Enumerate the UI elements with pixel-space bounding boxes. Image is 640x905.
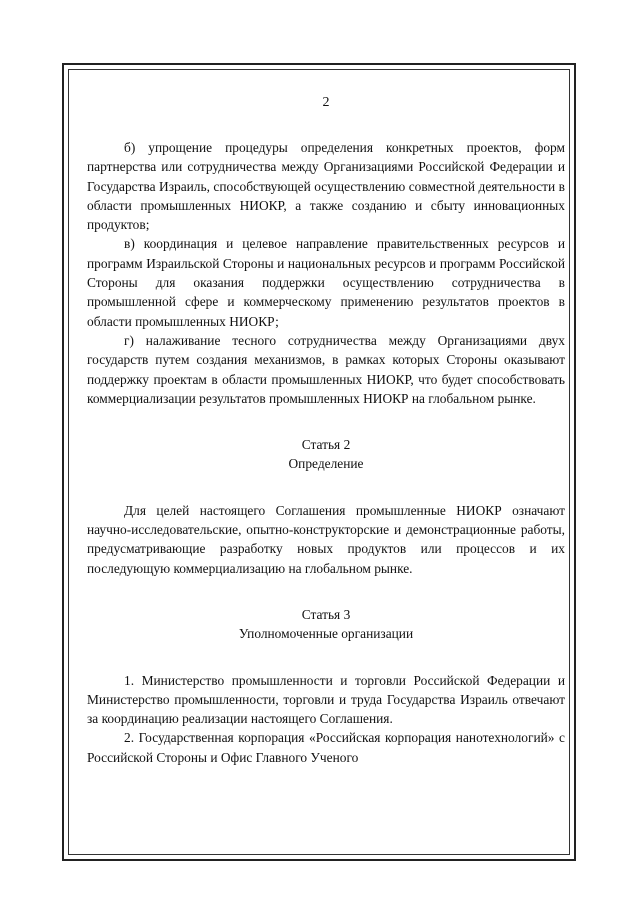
article-2-text: Для целей настоящего Соглашения промышленные НИОКР означают научно-исследовательские, опытно-конструкторские и демонстрационные работы, предусматривающие разработку новых продуктов или процессов и их последующую коммерциализацию на глобальном рынке. xyxy=(87,502,565,576)
article-3-title: Уполномоченные организации xyxy=(238,626,414,642)
document-body xyxy=(87,90,565,767)
article-3-number: Статья 3 xyxy=(301,606,351,622)
article-2-number: Статья 2 xyxy=(301,437,351,453)
paragraph-g: г) налаживание тесного сотрудничества между Организациями двух государств путем создания механизмов, в рамках которых Стороны оказывают поддержку проектам в области промышленных НИОКР, что будет способствовать коммерциализации результатов промышленных НИОКР на глобальном рынке. xyxy=(87,332,565,406)
article-2-title: Определение xyxy=(288,456,364,472)
article-3-paragraph-1: 1. Министерство промышленности и торговли Российской Федерации и Министерство промышленности, торговли и труда Государства Израиль отвечают за координацию реализации настоящего Соглашения. xyxy=(87,672,565,727)
paragraph-v: в) координация и целевое направление правительственных ресурсов и программ Израильской Стороны и национальных ресурсов и программ Российской Стороны для оказания поддержки осуществлению сотрудничества в промышленной сфере и коммерческому применению результатов проектов в области промышленных НИОКР; xyxy=(87,236,565,329)
paragraph-b: б) упрощение процедуры определения конкретных проектов, форм партнерства или сотрудничества между Организациями Российской Федерации и Государства Израиль, способствующей осуществлению совместной деятельности в области промышленных НИОКР, а также созданию и сбыту инновационных продуктов; xyxy=(87,140,565,233)
page-number: 2 xyxy=(322,95,330,110)
article-3-paragraph-2: 2. Государственная корпорация «Российская корпорация нанотехнологий» с Российской Стороны и Офис Главного Ученого xyxy=(87,730,565,765)
